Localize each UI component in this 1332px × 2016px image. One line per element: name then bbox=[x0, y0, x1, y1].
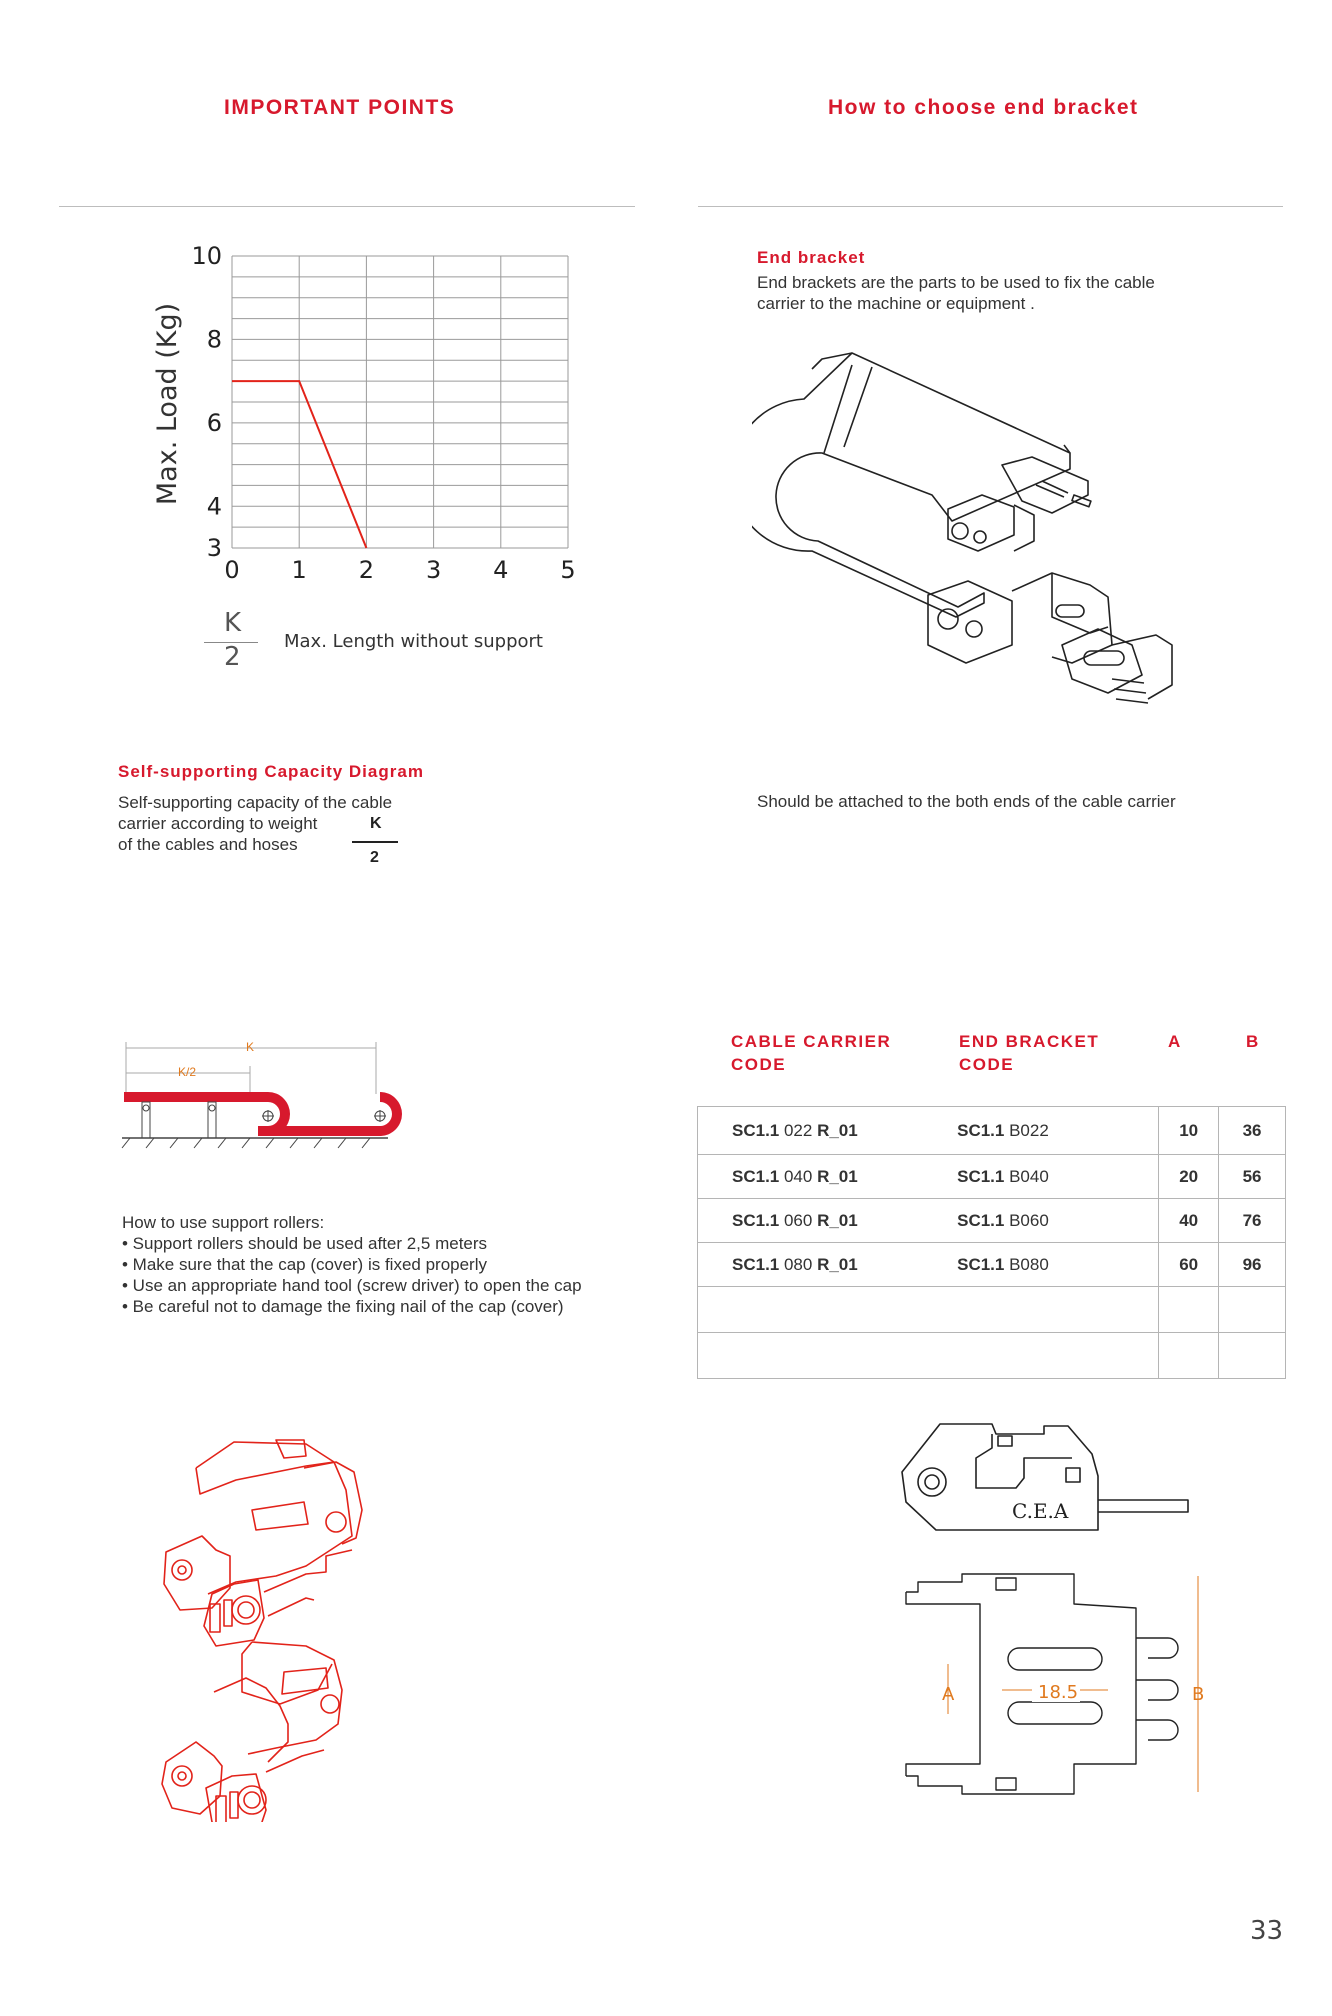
carrier-suffix: R_01 bbox=[817, 1254, 858, 1274]
brand-label: C.E.A bbox=[1012, 1499, 1069, 1523]
lower-link bbox=[162, 1642, 342, 1822]
bracket-prefix: SC1.1 bbox=[957, 1210, 1005, 1230]
dim-a: 10 bbox=[1159, 1107, 1219, 1155]
bracket-code: B060 bbox=[1004, 1210, 1049, 1230]
table-row-empty bbox=[698, 1287, 1286, 1333]
end-bracket-heading: How to choose end bracket bbox=[828, 96, 1139, 119]
x-tick-label: 5 bbox=[560, 556, 576, 584]
rollers-item-3: • Use an appropriate hand tool (screw driver) to open the cap bbox=[122, 1276, 582, 1295]
x-axis-ticks bbox=[224, 556, 575, 584]
dim-b: 56 bbox=[1219, 1155, 1286, 1199]
table-header-a: A bbox=[1168, 1032, 1182, 1051]
end-bracket-description-2: carrier to the machine or equipment . bbox=[757, 294, 1035, 313]
upper-link bbox=[164, 1440, 362, 1646]
y-axis-label: Max. Load (Kg) bbox=[152, 302, 183, 506]
bracket-code: B080 bbox=[1004, 1254, 1049, 1274]
capacity-fraction-denominator: 2 bbox=[370, 849, 379, 866]
capacity-fraction-bar bbox=[352, 841, 398, 843]
rollers-item-1: • Support rollers should be used after 2,5 meters bbox=[122, 1234, 488, 1253]
carrier-prefix: SC1.1 bbox=[732, 1210, 780, 1230]
bracket-prefix: SC1.1 bbox=[957, 1120, 1005, 1140]
table-row bbox=[698, 1107, 1286, 1155]
table-header-carrier-1: CABLE CARRIER bbox=[731, 1032, 892, 1051]
table-header-bracket-2: CODE bbox=[959, 1055, 1015, 1074]
self-supporting-line-3: of the cables and hoses bbox=[118, 835, 298, 854]
rollers-title: How to use support rollers: bbox=[122, 1213, 325, 1232]
self-supporting-line-2: carrier according to weight bbox=[118, 814, 318, 833]
carrier-number: 040 bbox=[779, 1166, 818, 1186]
right-divider bbox=[698, 206, 1283, 207]
carrier-prefix: SC1.1 bbox=[732, 1166, 780, 1186]
dimension-value-label: 18.5 bbox=[1038, 1682, 1079, 1703]
table-header-carrier-2: CODE bbox=[731, 1055, 787, 1074]
x-tick-label: 2 bbox=[358, 556, 375, 584]
x-tick-label: 4 bbox=[493, 556, 509, 584]
carrier-number: 022 bbox=[779, 1120, 818, 1140]
support-diagram bbox=[118, 1036, 438, 1156]
max-load-chart bbox=[140, 236, 600, 596]
y-axis-ticks bbox=[191, 242, 222, 562]
bracket-top-view bbox=[896, 1568, 1236, 1800]
dim-a: 20 bbox=[1159, 1155, 1219, 1199]
carrier-suffix: R_01 bbox=[817, 1210, 858, 1230]
x-axis-fraction-numerator: K bbox=[224, 608, 242, 638]
rollers-item-2: • Make sure that the cap (cover) is fixed properly bbox=[122, 1255, 487, 1274]
rollers-item-4: • Be careful not to damage the fixing nail of the cap (cover) bbox=[122, 1297, 564, 1316]
carrier-number: 080 bbox=[779, 1254, 818, 1274]
carrier-suffix: R_01 bbox=[817, 1166, 858, 1186]
y-tick-label: 4 bbox=[206, 492, 222, 521]
dimension-b-label: B bbox=[1192, 1684, 1205, 1705]
bracket-prefix: SC1.1 bbox=[957, 1166, 1005, 1186]
x-axis-label: Max. Length without support bbox=[284, 631, 543, 652]
table-header-bracket-1: END BRACKET bbox=[959, 1032, 1100, 1051]
important-points-heading: IMPORTANT POINTS bbox=[224, 96, 456, 119]
carrier-suffix: R_01 bbox=[817, 1120, 858, 1140]
capacity-fraction-numerator: K bbox=[370, 815, 382, 832]
end-bracket-table bbox=[697, 1106, 1286, 1379]
dim-b: 76 bbox=[1219, 1199, 1286, 1243]
end-bracket-description-1: End brackets are the parts to be used to fix the cable bbox=[757, 273, 1155, 292]
k-dimension-label: K bbox=[246, 1040, 255, 1054]
dim-b: 36 bbox=[1219, 1107, 1286, 1155]
bracket-prefix: SC1.1 bbox=[957, 1254, 1005, 1274]
table-row bbox=[698, 1243, 1286, 1287]
chain-link-illustration bbox=[156, 1432, 416, 1822]
carrier-number: 060 bbox=[779, 1210, 818, 1230]
cable-carrier-illustration bbox=[752, 345, 1212, 745]
table-row bbox=[698, 1199, 1286, 1243]
bracket-side-view bbox=[896, 1418, 1196, 1548]
x-tick-label: 0 bbox=[224, 556, 240, 584]
y-tick-label: 8 bbox=[206, 325, 222, 354]
self-supporting-title: Self-supporting Capacity Diagram bbox=[118, 762, 424, 781]
left-divider bbox=[59, 206, 635, 207]
page-number: 33 bbox=[1250, 1916, 1284, 1946]
end-bracket-note: Should be attached to the both ends of the cable carrier bbox=[757, 792, 1176, 811]
table-row bbox=[698, 1155, 1286, 1199]
dim-a: 60 bbox=[1159, 1243, 1219, 1287]
end-bracket-title: End bracket bbox=[757, 248, 866, 267]
bracket-code: B022 bbox=[1004, 1120, 1049, 1140]
table-row-empty bbox=[698, 1333, 1286, 1379]
y-tick-label: 10 bbox=[191, 242, 222, 270]
x-tick-label: 3 bbox=[425, 556, 442, 584]
bracket-code: B040 bbox=[1004, 1166, 1049, 1186]
y-tick-label: 6 bbox=[206, 408, 222, 437]
self-supporting-line-1: Self-supporting capacity of the cable bbox=[118, 793, 393, 812]
y-tick-label: 3 bbox=[206, 534, 222, 562]
dimension-a-label: A bbox=[942, 1684, 955, 1705]
x-tick-label: 1 bbox=[291, 556, 307, 584]
dim-a: 40 bbox=[1159, 1199, 1219, 1243]
x-axis-fraction-denominator: 2 bbox=[224, 642, 241, 672]
dim-b: 96 bbox=[1219, 1243, 1286, 1287]
carrier-prefix: SC1.1 bbox=[732, 1120, 780, 1140]
k2-dimension-label: K/2 bbox=[178, 1065, 197, 1079]
carrier-prefix: SC1.1 bbox=[732, 1254, 780, 1274]
table-header-b: B bbox=[1246, 1032, 1260, 1051]
chart-grid bbox=[232, 256, 568, 548]
